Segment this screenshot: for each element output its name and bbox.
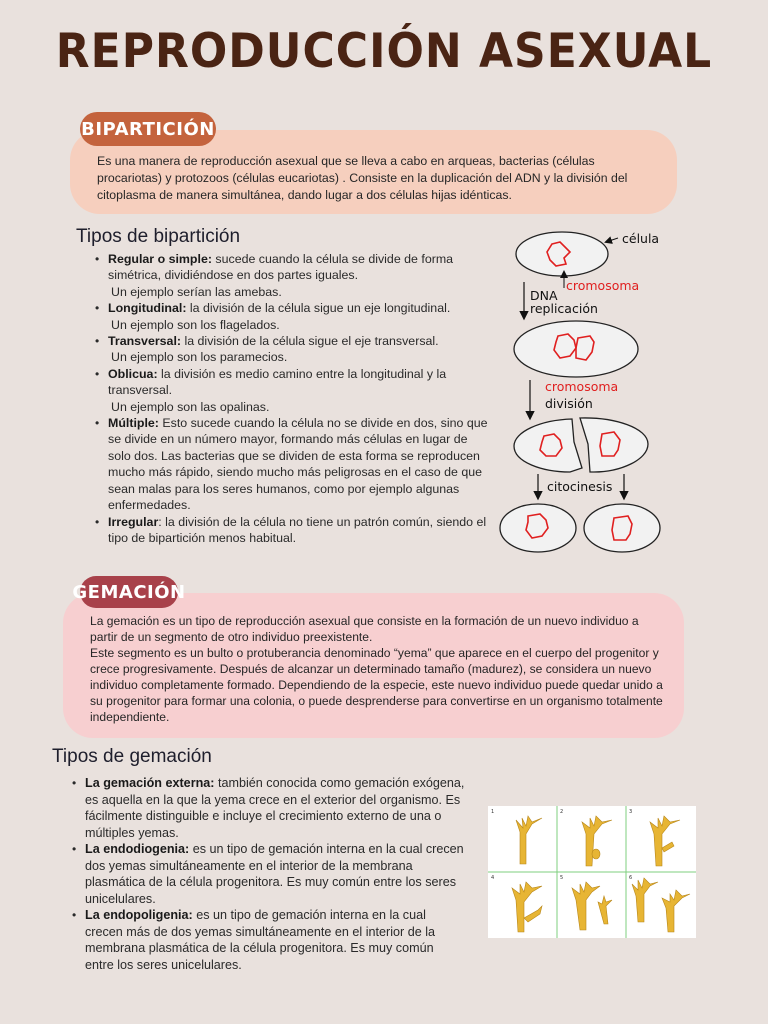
type-term: Irregular bbox=[108, 514, 159, 529]
list-item bbox=[108, 415, 490, 513]
daughter-cell-right bbox=[584, 504, 660, 552]
list-item bbox=[108, 300, 490, 333]
type-example: Un ejemplo son los paramecios. bbox=[111, 350, 288, 365]
gemacion-section-label: GEMACIÓN bbox=[80, 576, 178, 608]
list-item bbox=[108, 514, 490, 547]
type-example: Un ejemplo serían las amebas. bbox=[111, 284, 282, 299]
list-item bbox=[85, 775, 465, 841]
dividing-cell-left bbox=[514, 419, 582, 472]
daughter-cell-left bbox=[500, 504, 576, 552]
list-item bbox=[108, 251, 490, 300]
chromosome-label-top: cromosoma bbox=[566, 278, 640, 293]
page-title: REPRODUCCIÓN ASEXUAL bbox=[55, 23, 713, 80]
type-text: la división de la célula sigue un eje longitudinal. bbox=[186, 301, 451, 316]
type-term: Longitudinal: bbox=[108, 301, 187, 316]
type-text: la división es medio camino entre la longitudinal y la transversal. bbox=[108, 366, 447, 398]
type-term: La endodiogenia: bbox=[85, 842, 190, 856]
cell-label: célula bbox=[622, 231, 660, 246]
type-text: : la división de la célula no tiene un patrón común, siendo el tipo de bipartición menos habitual. bbox=[108, 514, 487, 545]
list-item bbox=[108, 333, 490, 366]
biparticion-description: Es una manera de reproducción asexual que se lleva a cabo en arqueas, bacterias (células procariotas) y protozoos (células eucariotas) . Consiste en la duplicación del ADN y la división del citoplasma de manera simultánea, dando lugar a dos células hijas idénticas. bbox=[97, 154, 628, 202]
type-text: Esto sucede cuando la célula no se divide en dos, sino que se divide en un número mayor, formando más células en lugar de solo dos. Las bacterias que se dividen de esta forma se reproducen mucho más rápido, siendo mucho más peligrosas en el caso de que sean malas para los seres humanos, como por ejemplo algunas enfermedades. bbox=[108, 416, 488, 513]
gemacion-types-list bbox=[85, 775, 465, 973]
type-term: La gemación externa: bbox=[85, 776, 215, 790]
type-example: Un ejemplo son los flagelados. bbox=[111, 317, 280, 332]
biparticion-types-list bbox=[108, 251, 490, 546]
list-item bbox=[108, 366, 490, 415]
chromosome-label-middle: cromosoma bbox=[545, 379, 619, 394]
gemacion-description-box bbox=[63, 593, 684, 738]
gemacion-paragraph-2: Este segmento es un bulto o protuberancia denominado “yema” que aparece en el cuerpo del progenitor y crece progresivamente. Después de alcanzar un determinado tamaño (madurez), se considera un nuevo individuo completamente formado. Dependiendo de la especie, este nuevo individuo puede quedar unido a su progenitor para formar una colonia, o puede desprenderse para convertirse en un organismo totalmente independiente. bbox=[90, 646, 663, 724]
dividing-cell-right bbox=[580, 418, 648, 472]
cytokinesis-label: citocinesis bbox=[547, 479, 613, 494]
hydra-bud bbox=[592, 849, 600, 859]
division-label: división bbox=[545, 396, 593, 411]
panel-number: 4 bbox=[491, 875, 495, 881]
type-text: sucede cuando la célula se divide de forma simétrica, dividiéndose en dos partes iguales. bbox=[108, 252, 454, 283]
type-text: la división de la célula sigue el eje transversal. bbox=[181, 334, 439, 349]
biparticion-section-label: BIPARTICIÓN bbox=[80, 112, 216, 146]
type-text: también conocida como gemación exógena, es aquella en la que la yema crece en el exterior del organismo. Es fácilmente distinguible e incluye el crecimiento externo de una o múltiples yemas. bbox=[85, 776, 465, 840]
type-term: Oblicua: bbox=[108, 366, 158, 381]
panel-number: 1 bbox=[491, 809, 495, 815]
type-text: es un tipo de gemación interna en la cual crecen dos yemas simultáneamente en el interior de la membrana plasmática de la célula progenitora. Es muy común entre los seres unicelulares. bbox=[85, 842, 464, 906]
type-example: Un ejemplo son las opalinas. bbox=[111, 399, 270, 414]
biparticion-types-heading: Tipos de bipartición bbox=[76, 226, 241, 247]
panel-number: 5 bbox=[560, 875, 564, 881]
gemacion-paragraph-1: La gemación es un tipo de reproducción asexual que consiste en la formación de un nuevo individuo a partir de un segmento de otro individuo preexistente. bbox=[90, 614, 639, 644]
type-term: Múltiple: bbox=[108, 416, 159, 431]
panel-number: 6 bbox=[629, 875, 633, 881]
hydra-budding-figure bbox=[488, 806, 696, 938]
binary-fission-diagram bbox=[490, 222, 680, 562]
type-term: Regular o simple: bbox=[108, 252, 212, 266]
type-text: es un tipo de gemación interna en la cual crecen más de dos yemas simultáneamente en el interior de la membrana plasmática de la célula progenitora. Es muy común entre los seres unicelulares. bbox=[85, 908, 436, 972]
type-term: Transversal: bbox=[108, 334, 182, 349]
gemacion-types-heading: Tipos de gemación bbox=[52, 746, 212, 767]
list-item bbox=[85, 841, 465, 907]
panel-number: 2 bbox=[560, 809, 564, 815]
type-term: La endopoligenia: bbox=[85, 908, 193, 922]
list-item bbox=[85, 907, 465, 973]
dna-replication-label: DNA replicación bbox=[530, 288, 598, 316]
parent-cell bbox=[516, 232, 608, 276]
panel-number: 3 bbox=[629, 809, 633, 815]
